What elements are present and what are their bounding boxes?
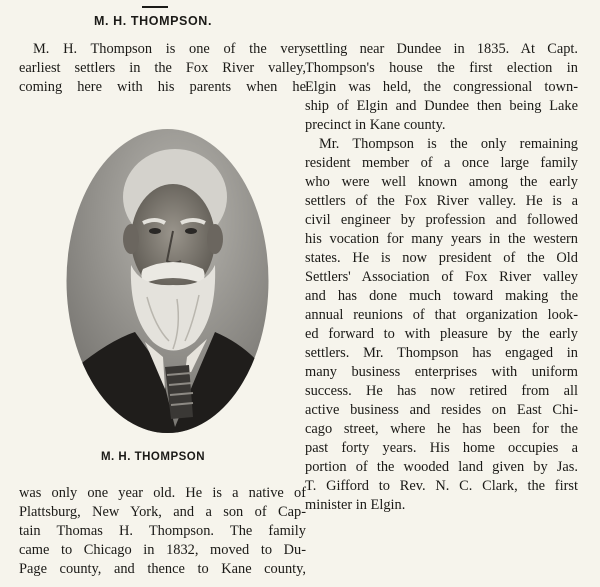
col1-line: tain Thomas H. Thompson. The family bbox=[19, 523, 306, 539]
col2-line: settlers of the Fox River valley. He is a bbox=[305, 193, 578, 209]
photo-caption: M. H. THOMPSON bbox=[100, 451, 206, 463]
col2-line: Settlers' Association of Fox River valley bbox=[305, 269, 578, 285]
col2-line: civil engineer by profession and followed bbox=[305, 212, 578, 228]
col2-line: and has done much toward making the bbox=[305, 288, 578, 304]
col2-line: Thompson's house the first election in bbox=[305, 60, 578, 76]
col2-line: success. He has now retired from all bbox=[305, 383, 578, 399]
col2-line: Mr. Thompson is the only remaining bbox=[319, 136, 578, 152]
col2-line: T. Gifford to Rev. N. C. Clark, the first bbox=[305, 478, 578, 494]
col2-line: ship of Elgin and Dundee then being Lake bbox=[305, 98, 578, 114]
col2-line: portion of the wooded land given by Jas. bbox=[305, 459, 578, 475]
col2-line: many business enterprises with uniform bbox=[305, 364, 578, 380]
col2-line: cago street, where he has been for the bbox=[305, 421, 578, 437]
col2-line: annual reunions of that organization look- bbox=[305, 307, 578, 323]
col2-line: Elgin was held, the congressional town- bbox=[305, 79, 578, 95]
col2-line: past forty years. His home occupies a bbox=[305, 440, 578, 456]
col1-line: M. H. Thompson is one of the very bbox=[33, 41, 306, 57]
col2-line: resident member of a once large family bbox=[305, 155, 578, 171]
col2-line: states. He is now president of the Old bbox=[305, 250, 578, 266]
col2-line: his vocation for many years in the western bbox=[305, 231, 578, 247]
col2-line: precinct in Kane county. bbox=[305, 117, 446, 133]
header-rule bbox=[142, 6, 168, 8]
col1-line: earliest settlers in the Fox River valley, bbox=[19, 60, 306, 76]
col1-line: Plattsburg, New York, and a son of Cap- bbox=[19, 504, 306, 520]
col1-line: came to Chicago in 1832, moved to Du- bbox=[19, 542, 306, 558]
col2-line: active business and resides on East Chi- bbox=[305, 402, 578, 418]
col1-line: Page county, and thence to Kane county, bbox=[19, 561, 306, 577]
portrait-photo bbox=[65, 127, 270, 435]
col2-line: who were well known among the early bbox=[305, 174, 578, 190]
col1-line: was only one year old. He is a native of bbox=[19, 485, 306, 501]
col2-line: settling near Dundee in 1835. At Capt. bbox=[305, 41, 578, 57]
col2-line: ed forward to with pleasure by the early bbox=[305, 326, 578, 342]
article-heading: M. H. THOMPSON. bbox=[93, 14, 213, 28]
col2-line: settlers. Mr. Thompson has engaged in bbox=[305, 345, 578, 361]
col2-line: minister in Elgin. bbox=[305, 497, 406, 513]
col1-line: coming here with his parents when he bbox=[19, 79, 306, 95]
